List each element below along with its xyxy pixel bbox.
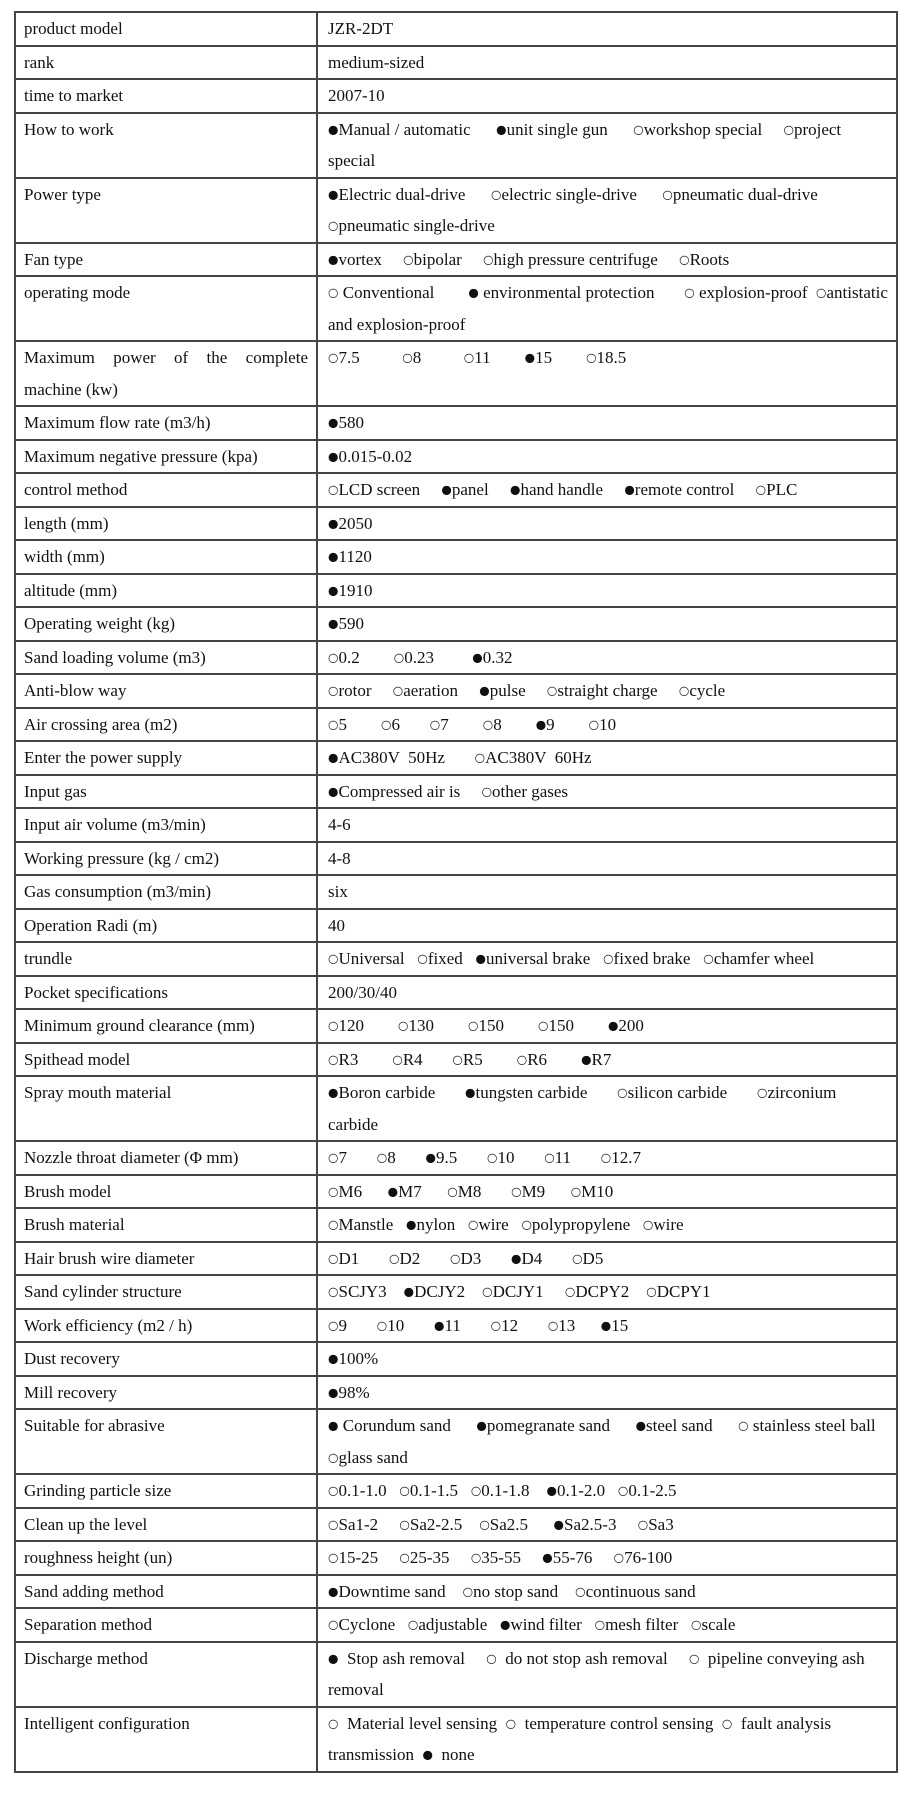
unselected-option-bullet: ○ xyxy=(486,1150,498,1165)
table-row xyxy=(15,1242,897,1276)
unselected-option-bullet: ○ xyxy=(393,650,405,664)
selected-option-bullet: ● xyxy=(581,1052,592,1066)
selected-option-bullet: ● xyxy=(546,1483,557,1498)
selected-option-bullet: ● xyxy=(328,252,339,266)
table-row xyxy=(15,507,897,541)
row-value: ●0.015-0.02 xyxy=(317,440,897,474)
row-value: ○Universal ○fixed ●universal brake ○fixed brake ○chamfer wheel xyxy=(317,942,897,976)
selected-option-bullet: ● xyxy=(328,415,339,430)
row-label: Sand cylinder structure xyxy=(15,1275,317,1309)
table-row xyxy=(15,1141,897,1175)
selected-option-bullet: ● xyxy=(509,482,521,497)
unselected-option-bullet: ○ xyxy=(546,683,558,698)
selected-option-bullet: ● xyxy=(406,1217,417,1232)
row-value: ● Corundum sand ●pomegranate sand ●steel sand ○ stainless steel ball ○glass sand xyxy=(317,1409,897,1474)
unselected-option-bullet: ○ xyxy=(403,252,414,266)
table-row xyxy=(15,875,897,909)
unselected-option-bullet: ○ xyxy=(479,1517,490,1531)
unselected-option-bullet: ○ xyxy=(537,1018,549,1033)
row-value: ●AC380V 50Hz ○AC380V 60Hz xyxy=(317,741,897,775)
table-row xyxy=(15,1575,897,1609)
row-label: product model xyxy=(15,12,317,46)
unselected-option-bullet: ○ xyxy=(328,717,339,731)
unselected-option-bullet: ○ xyxy=(463,350,475,365)
unselected-option-bullet: ○ xyxy=(586,350,597,365)
selected-option-bullet: ● xyxy=(328,1385,339,1399)
row-value: 4-8 xyxy=(317,842,897,876)
table-row xyxy=(15,1642,897,1707)
row-value: ○0.1-1.0 ○0.1-1.5 ○0.1-1.8 ●0.1-2.0 ○0.1-2.5 xyxy=(317,1474,897,1508)
unselected-option-bullet: ○ xyxy=(600,1150,612,1165)
row-value: ○5 ○6 ○7 ○8 ●9 ○10 xyxy=(317,708,897,742)
row-value: ●590 xyxy=(317,607,897,641)
unselected-option-bullet: ○ xyxy=(575,1584,586,1598)
table-row xyxy=(15,1076,897,1141)
selected-option-bullet: ● xyxy=(624,482,635,497)
selected-option-bullet: ● xyxy=(511,1251,522,1265)
row-label: Clean up the level xyxy=(15,1508,317,1542)
unselected-option-bullet: ○ xyxy=(588,717,600,731)
table-row xyxy=(15,741,897,775)
unselected-option-bullet: ○ xyxy=(490,1318,502,1332)
unselected-option-bullet: ○ xyxy=(429,717,441,731)
row-value: ○0.2 ○0.23 ●0.32 xyxy=(317,641,897,675)
unselected-option-bullet: ○ xyxy=(417,951,428,966)
row-value: ○rotor ○aeration ●pulse ○straight charge ○cycle xyxy=(317,674,897,708)
selected-option-bullet: ● xyxy=(600,1318,612,1332)
row-label: Work efficiency (m2 / h) xyxy=(15,1309,317,1343)
unselected-option-bullet: ○ xyxy=(328,650,339,664)
unselected-option-bullet: ○ xyxy=(402,350,413,365)
row-value: ●Boron carbide ●tungsten carbide ○silicon carbide ○zirconium carbide xyxy=(317,1076,897,1141)
row-label: Mill recovery xyxy=(15,1376,317,1410)
row-label: Sand loading volume (m3) xyxy=(15,641,317,675)
unselected-option-bullet: ○ xyxy=(486,1651,497,1665)
table-row xyxy=(15,1409,897,1474)
table-row xyxy=(15,1608,897,1642)
selected-option-bullet: ● xyxy=(328,1651,339,1665)
unselected-option-bullet: ○ xyxy=(328,1550,339,1565)
selected-option-bullet: ● xyxy=(328,549,339,564)
table-row xyxy=(15,574,897,608)
unselected-option-bullet: ○ xyxy=(516,1052,528,1066)
row-label: Enter the power supply xyxy=(15,741,317,775)
row-value: ●98% xyxy=(317,1376,897,1410)
unselected-option-bullet: ○ xyxy=(679,252,690,266)
unselected-option-bullet: ○ xyxy=(482,717,494,731)
table-row xyxy=(15,1474,897,1508)
row-label: Minimum ground clearance (mm) xyxy=(15,1009,317,1043)
table-row xyxy=(15,1175,897,1209)
selected-option-bullet: ● xyxy=(328,784,339,798)
row-value: ○R3 ○R4 ○R5 ○R6 ●R7 xyxy=(317,1043,897,1077)
table-row xyxy=(15,1508,897,1542)
unselected-option-bullet: ○ xyxy=(376,1150,388,1165)
unselected-option-bullet: ○ xyxy=(392,1052,403,1066)
unselected-option-bullet: ○ xyxy=(470,1483,482,1498)
unselected-option-bullet: ○ xyxy=(603,951,614,966)
row-value: ○ Conventional ● environmental protection ○ explosion-proof ○antistatic and explosion-proof xyxy=(317,276,897,341)
table-row xyxy=(15,775,897,809)
unselected-option-bullet: ○ xyxy=(328,683,339,698)
row-label: operating mode xyxy=(15,276,317,341)
selected-option-bullet: ● xyxy=(328,122,339,136)
row-label: Hair brush wire diameter xyxy=(15,1242,317,1276)
unselected-option-bullet: ○ xyxy=(481,784,493,798)
selected-option-bullet: ● xyxy=(476,1418,487,1433)
row-value: ○ Material level sensing ○ temperature control sensing ○ fault analysis transmission ● none xyxy=(317,1707,897,1772)
row-label: Operation Radi (m) xyxy=(15,909,317,943)
row-value: ● Stop ash removal ○ do not stop ash removal ○ pipeline conveying ash removal xyxy=(317,1642,897,1707)
selected-option-bullet: ● xyxy=(425,1150,436,1165)
unselected-option-bullet: ○ xyxy=(738,1418,749,1433)
unselected-option-bullet: ○ xyxy=(328,1150,339,1165)
row-label: Pocket specifications xyxy=(15,976,317,1010)
table-row xyxy=(15,942,897,976)
unselected-option-bullet: ○ xyxy=(328,1251,339,1265)
row-label: trundle xyxy=(15,942,317,976)
row-label: Anti-blow way xyxy=(15,674,317,708)
unselected-option-bullet: ○ xyxy=(328,1617,339,1632)
row-value: ○9 ○10 ●11 ○12 ○13 ●15 xyxy=(317,1309,897,1343)
row-label: Intelligent configuration xyxy=(15,1707,317,1772)
selected-option-bullet: ● xyxy=(500,1617,511,1632)
table-row xyxy=(15,46,897,80)
selected-option-bullet: ● xyxy=(328,516,339,530)
unselected-option-bullet: ○ xyxy=(328,1318,339,1332)
row-label: Brush material xyxy=(15,1208,317,1242)
unselected-option-bullet: ○ xyxy=(547,1318,559,1332)
unselected-option-bullet: ○ xyxy=(328,350,339,365)
selected-option-bullet: ● xyxy=(635,1418,647,1433)
selected-option-bullet: ● xyxy=(479,683,490,698)
row-value: ○Cyclone ○adjustable ●wind filter ○mesh filter ○scale xyxy=(317,1608,897,1642)
table-row xyxy=(15,708,897,742)
row-value: ○Manstle ●nylon ○wire ○polypropylene ○wire xyxy=(317,1208,897,1242)
unselected-option-bullet: ○ xyxy=(511,1184,522,1198)
unselected-option-bullet: ○ xyxy=(688,1651,700,1665)
unselected-option-bullet: ○ xyxy=(690,1617,702,1632)
row-value: ●Downtime sand ○no stop sand ○continuous sand xyxy=(317,1575,897,1609)
unselected-option-bullet: ○ xyxy=(474,750,486,765)
selected-option-bullet: ● xyxy=(328,583,339,597)
unselected-option-bullet: ○ xyxy=(637,1517,649,1531)
row-value: ○15-25 ○25-35 ○35-55 ●55-76 ○76-100 xyxy=(317,1541,897,1575)
row-label: Separation method xyxy=(15,1608,317,1642)
selected-option-bullet: ● xyxy=(535,717,547,731)
unselected-option-bullet: ○ xyxy=(617,1483,629,1498)
unselected-option-bullet: ○ xyxy=(642,1217,654,1232)
row-label: Sand adding method xyxy=(15,1575,317,1609)
unselected-option-bullet: ○ xyxy=(467,1018,479,1033)
selected-option-bullet: ● xyxy=(328,1418,339,1433)
row-label: Suitable for abrasive xyxy=(15,1409,317,1474)
selected-option-bullet: ● xyxy=(328,187,339,201)
selected-option-bullet: ● xyxy=(524,350,536,365)
row-value: ○120 ○130 ○150 ○150 ●200 xyxy=(317,1009,897,1043)
row-label: Discharge method xyxy=(15,1642,317,1707)
row-value: ●Manual / automatic ●unit single gun ○workshop special ○project special xyxy=(317,113,897,178)
selected-option-bullet: ● xyxy=(441,482,452,497)
table-row xyxy=(15,607,897,641)
row-label: Maximum power of the complete machine (kw) xyxy=(15,341,317,406)
table-row xyxy=(15,1342,897,1376)
row-label: Spray mouth material xyxy=(15,1076,317,1141)
row-value: ○LCD screen ●panel ●hand handle ●remote control ○PLC xyxy=(317,473,897,507)
unselected-option-bullet: ○ xyxy=(376,1318,388,1332)
table-row xyxy=(15,113,897,178)
unselected-option-bullet: ○ xyxy=(544,1150,555,1165)
selected-option-bullet: ● xyxy=(607,1018,619,1033)
unselected-option-bullet: ○ xyxy=(407,1617,419,1632)
row-value: 200/30/40 xyxy=(317,976,897,1010)
table-row xyxy=(15,842,897,876)
row-label: Maximum flow rate (m3/h) xyxy=(15,406,317,440)
unselected-option-bullet: ○ xyxy=(399,1550,410,1565)
unselected-option-bullet: ○ xyxy=(564,1284,576,1299)
table-row xyxy=(15,1541,897,1575)
selected-option-bullet: ● xyxy=(468,285,479,300)
table-row xyxy=(15,909,897,943)
table-row xyxy=(15,1707,897,1772)
row-label: Operating weight (kg) xyxy=(15,607,317,641)
row-label: Input air volume (m3/min) xyxy=(15,808,317,842)
row-label: width (mm) xyxy=(15,540,317,574)
unselected-option-bullet: ○ xyxy=(452,1052,463,1066)
selected-option-bullet: ● xyxy=(328,616,339,631)
unselected-option-bullet: ○ xyxy=(462,1584,474,1598)
row-value: ●580 xyxy=(317,406,897,440)
unselected-option-bullet: ○ xyxy=(328,1483,339,1498)
unselected-option-bullet: ○ xyxy=(328,285,339,300)
table-row xyxy=(15,1009,897,1043)
unselected-option-bullet: ○ xyxy=(328,1052,339,1066)
row-value: ○7.5 ○8 ○11 ●15 ○18.5 xyxy=(317,341,897,406)
table-row xyxy=(15,276,897,341)
row-label: Nozzle throat diameter (Φ mm) xyxy=(15,1141,317,1175)
spec-table-body xyxy=(15,12,897,1772)
unselected-option-bullet: ○ xyxy=(678,683,690,698)
unselected-option-bullet: ○ xyxy=(570,1184,582,1198)
row-value: ●2050 xyxy=(317,507,897,541)
table-row xyxy=(15,674,897,708)
unselected-option-bullet: ○ xyxy=(633,122,644,136)
table-row xyxy=(15,1043,897,1077)
unselected-option-bullet: ○ xyxy=(703,951,714,966)
row-value: ●100% xyxy=(317,1342,897,1376)
unselected-option-bullet: ○ xyxy=(328,1217,339,1232)
row-label: Fan type xyxy=(15,243,317,277)
unselected-option-bullet: ○ xyxy=(613,1550,625,1565)
table-row xyxy=(15,1376,897,1410)
unselected-option-bullet: ○ xyxy=(617,1085,628,1100)
table-row xyxy=(15,178,897,243)
row-value: ●1910 xyxy=(317,574,897,608)
row-label: Spithead model xyxy=(15,1043,317,1077)
row-value: six xyxy=(317,875,897,909)
row-label: Maximum negative pressure (kpa) xyxy=(15,440,317,474)
unselected-option-bullet: ○ xyxy=(470,1550,482,1565)
unselected-option-bullet: ○ xyxy=(482,1284,493,1299)
unselected-option-bullet: ○ xyxy=(521,1217,532,1232)
selected-option-bullet: ● xyxy=(553,1517,565,1531)
unselected-option-bullet: ○ xyxy=(328,951,339,966)
unselected-option-bullet: ○ xyxy=(483,252,494,266)
table-row xyxy=(15,243,897,277)
selected-option-bullet: ● xyxy=(496,122,507,136)
row-label: altitude (mm) xyxy=(15,574,317,608)
unselected-option-bullet: ○ xyxy=(328,1284,339,1299)
unselected-option-bullet: ○ xyxy=(755,482,767,497)
row-label: How to work xyxy=(15,113,317,178)
row-value: ○D1 ○D2 ○D3 ●D4 ○D5 xyxy=(317,1242,897,1276)
table-row xyxy=(15,976,897,1010)
selected-option-bullet: ● xyxy=(328,1584,339,1598)
selected-option-bullet: ● xyxy=(422,1747,433,1762)
unselected-option-bullet: ○ xyxy=(756,1085,768,1100)
table-row xyxy=(15,79,897,113)
table-row xyxy=(15,473,897,507)
row-label: rank xyxy=(15,46,317,80)
selected-option-bullet: ● xyxy=(403,1284,415,1299)
row-value: 40 xyxy=(317,909,897,943)
unselected-option-bullet: ○ xyxy=(490,187,502,201)
table-row xyxy=(15,641,897,675)
unselected-option-bullet: ○ xyxy=(328,1184,339,1198)
row-value: 4-6 xyxy=(317,808,897,842)
row-value: ●Electric dual-drive ○electric single-drive ○pneumatic dual-drive ○pneumatic single-drive xyxy=(317,178,897,243)
selected-option-bullet: ● xyxy=(328,1085,339,1100)
unselected-option-bullet: ○ xyxy=(328,218,339,233)
unselected-option-bullet: ○ xyxy=(447,1184,458,1198)
row-label: Working pressure (kg / cm2) xyxy=(15,842,317,876)
row-label: Input gas xyxy=(15,775,317,809)
selected-option-bullet: ● xyxy=(475,951,486,966)
spec-table xyxy=(14,11,898,1773)
unselected-option-bullet: ○ xyxy=(572,1251,583,1265)
row-value: ○SCJY3 ●DCJY2 ○DCJY1 ○DCPY2 ○DCPY1 xyxy=(317,1275,897,1309)
unselected-option-bullet: ○ xyxy=(397,1018,409,1033)
row-value: ●Compressed air is ○other gases xyxy=(317,775,897,809)
table-row xyxy=(15,808,897,842)
row-label: Air crossing area (m2) xyxy=(15,708,317,742)
unselected-option-bullet: ○ xyxy=(389,1251,400,1265)
row-label: Power type xyxy=(15,178,317,243)
row-value: ●1120 xyxy=(317,540,897,574)
unselected-option-bullet: ○ xyxy=(450,1251,461,1265)
row-label: Grinding particle size xyxy=(15,1474,317,1508)
row-value: ○M6 ●M7 ○M8 ○M9 ○M10 xyxy=(317,1175,897,1209)
unselected-option-bullet: ○ xyxy=(816,285,827,300)
row-label: Gas consumption (m3/min) xyxy=(15,875,317,909)
row-value: JZR-2DT xyxy=(317,12,897,46)
selected-option-bullet: ● xyxy=(328,750,339,765)
row-label: Dust recovery xyxy=(15,1342,317,1376)
selected-option-bullet: ● xyxy=(328,449,339,463)
unselected-option-bullet: ○ xyxy=(392,683,404,698)
unselected-option-bullet: ○ xyxy=(328,1517,339,1531)
unselected-option-bullet: ○ xyxy=(380,717,392,731)
row-value: ○7 ○8 ●9.5 ○10 ○11 ○12.7 xyxy=(317,1141,897,1175)
table-row xyxy=(15,1309,897,1343)
selected-option-bullet: ● xyxy=(542,1550,553,1565)
unselected-option-bullet: ○ xyxy=(467,1217,479,1232)
table-row xyxy=(15,540,897,574)
table-row xyxy=(15,1208,897,1242)
unselected-option-bullet: ○ xyxy=(328,1018,339,1033)
table-row xyxy=(15,12,897,46)
table-row xyxy=(15,341,897,406)
selected-option-bullet: ● xyxy=(472,650,483,664)
selected-option-bullet: ● xyxy=(465,1085,476,1100)
unselected-option-bullet: ○ xyxy=(399,1517,410,1531)
unselected-option-bullet: ○ xyxy=(783,122,794,136)
selected-option-bullet: ● xyxy=(433,1318,445,1332)
unselected-option-bullet: ○ xyxy=(328,1450,339,1464)
table-row xyxy=(15,406,897,440)
row-label: control method xyxy=(15,473,317,507)
unselected-option-bullet: ○ xyxy=(594,1617,606,1632)
row-value: ●vortex ○bipolar ○high pressure centrifuge ○Roots xyxy=(317,243,897,277)
table-row xyxy=(15,440,897,474)
unselected-option-bullet: ○ xyxy=(721,1716,733,1730)
selected-option-bullet: ● xyxy=(328,1351,339,1366)
row-label: Brush model xyxy=(15,1175,317,1209)
row-label: length (mm) xyxy=(15,507,317,541)
unselected-option-bullet: ○ xyxy=(646,1284,657,1299)
row-value: ○Sa1-2 ○Sa2-2.5 ○Sa2.5 ●Sa2.5-3 ○Sa3 xyxy=(317,1508,897,1542)
table-row xyxy=(15,1275,897,1309)
row-value: 2007-10 xyxy=(317,79,897,113)
row-label: time to market xyxy=(15,79,317,113)
selected-option-bullet: ● xyxy=(387,1184,399,1198)
row-label: roughness height (un) xyxy=(15,1541,317,1575)
unselected-option-bullet: ○ xyxy=(328,1716,339,1730)
unselected-option-bullet: ○ xyxy=(399,1483,410,1498)
row-value: medium-sized xyxy=(317,46,897,80)
unselected-option-bullet: ○ xyxy=(505,1716,517,1730)
unselected-option-bullet: ○ xyxy=(662,187,673,201)
unselected-option-bullet: ○ xyxy=(328,482,339,497)
unselected-option-bullet: ○ xyxy=(684,285,695,300)
